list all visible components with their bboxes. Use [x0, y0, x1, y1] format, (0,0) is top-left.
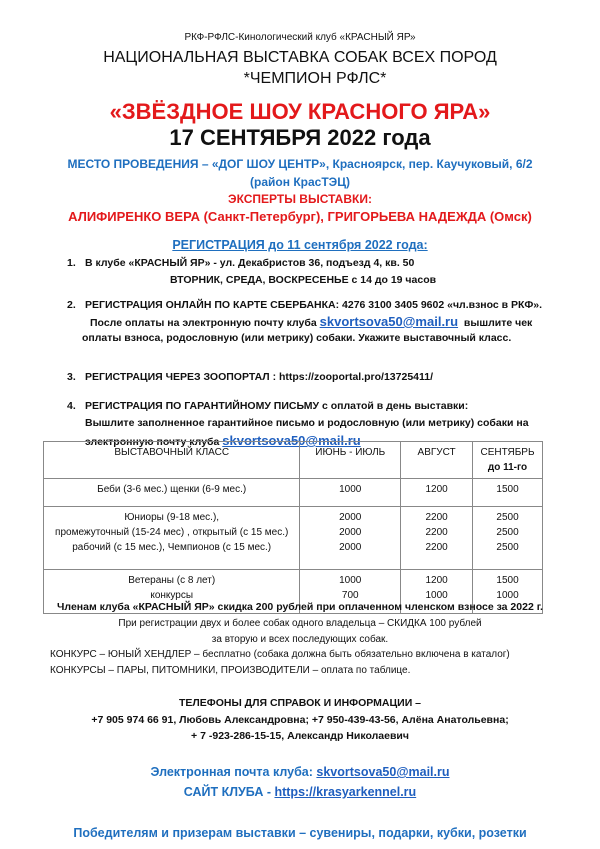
price: 2000 [339, 527, 362, 538]
event-type: НАЦИОНАЛЬНАЯ ВЫСТАВКА СОБАК ВСЕХ ПОРОД [103, 49, 497, 66]
email-link[interactable]: skvortsova50@mail.ru [319, 314, 459, 329]
reg-item-4: РЕГИСТРАЦИЯ ПО ГАРАНТИЙНОМУ ПИСЬМУ с оплатой в день выставки: [85, 400, 469, 412]
header-aug: АВГУСТ [401, 442, 473, 479]
venue-district: (район КрасТЭЦ) [250, 175, 350, 189]
price-cell: 1500 [473, 479, 543, 507]
price: 1000 [425, 590, 448, 601]
contests: КОНКУРСЫ – ПАРЫ, ПИТОМНИКИ, ПРОИЗВОДИТЕЛИ – оплата по таблице. [50, 665, 411, 676]
reg-item-1: В клубе «КРАСНЫЙ ЯР» - ул. Декабристов 36, подъезд 4, кв. 50 [85, 257, 415, 269]
price-cell [473, 507, 543, 570]
reg-item-2-text: После оплаты на электронную почту клуба [90, 317, 317, 329]
club-email-link[interactable]: skvortsova50@mail.ru [316, 765, 450, 779]
header-sep-note: до 11-го [487, 462, 528, 473]
price: 1500 [496, 575, 519, 586]
price: 2000 [339, 542, 362, 553]
header-sep-label: СЕНТЯБРЬ [480, 447, 535, 458]
multi-discount-2: за вторую и всех последующих собак. [211, 634, 389, 645]
price: 2200 [425, 542, 448, 553]
price: 700 [341, 590, 359, 601]
class-line: конкурсы [150, 590, 194, 601]
reg-item-2-text-b: вышлите чек [463, 317, 533, 329]
members-discount: Членам клуба «КРАСНЫЙ ЯР» скидка 200 рублей при оплаченном членском взносе за 2022 г. [57, 601, 543, 613]
contacts-phones: +7 905 974 66 91, Любовь Александровна; +7 950-439-43-56, Алёна Анатольевна; [91, 714, 509, 726]
class-line: промежуточный (15-24 мес) , открытый (с 15 мес.) [55, 527, 289, 538]
reg-item-3: РЕГИСТРАЦИЯ ЧЕРЕЗ ЗООПОРТАЛ : https://zooportal.pro/13725411/ [85, 371, 434, 383]
email-link[interactable]: skvortsova50@mail.ru [222, 433, 361, 448]
event-date: 17 СЕНТЯБРЯ 2022 года [169, 125, 431, 150]
event-title: «ЗВЁЗДНОЕ ШОУ КРАСНОГО ЯРА» [109, 99, 491, 124]
prizes: Победителям и призерам выставки – сувениры, подарки, кубки, розетки [73, 826, 527, 840]
site-label: САЙТ КЛУБА - [183, 785, 271, 799]
price: 2500 [496, 527, 519, 538]
email-label: Электронная почта клуба: [150, 765, 313, 779]
header-sep [473, 442, 543, 479]
price-cell [300, 507, 401, 570]
experts-label: ЭКСПЕРТЫ ВЫСТАВКИ: [228, 192, 372, 206]
organizer: РКФ-РФЛС-Кинологический клуб «КРАСНЫЙ ЯР» [184, 32, 416, 43]
header-class: ВЫСТАВОЧНЫЙ КЛАСС [44, 442, 300, 479]
reg-item-2: РЕГИСТРАЦИЯ ОНЛАЙН ПО КАРТЕ СБЕРБАНКА: 4276 3100 3405 9602 «чл.взнос в РКФ». [85, 299, 543, 311]
reg-item-2-details: оплаты взноса, родословную (или метрику) собаки. Укажите выставочный класс. [82, 332, 512, 344]
price: 2200 [425, 512, 448, 523]
reg-item-4-num: 4. [67, 400, 76, 412]
contacts-title: ТЕЛЕФОНЫ ДЛЯ СПРАВОК И ИНФОРМАЦИИ – [178, 697, 422, 709]
junior-handler: КОНКУРС – ЮНЫЙ ХЕНДЛЕР – бесплатно (собака должна быть обязательно включена в каталог) [50, 649, 510, 660]
venue: МЕСТО ПРОВЕДЕНИЯ – «ДОГ ШОУ ЦЕНТР», Красноярск, пер. Каучуковый, 6/2 [67, 157, 533, 171]
price-cell: 1200 [401, 479, 473, 507]
table-header-row [44, 442, 543, 479]
price: 2500 [496, 542, 519, 553]
reg-item-3-num: 3. [67, 371, 76, 383]
price: 2500 [496, 512, 519, 523]
class-line: Юниоры (9-18 мес.), [124, 512, 220, 523]
price: 2000 [339, 512, 362, 523]
table-row [44, 507, 543, 570]
class-line: Ветераны (с 8 лет) [128, 575, 216, 586]
reg-item-4-sub: Вышлите заполненное гарантийное письмо и родословную (или метрику) собаки на [85, 417, 529, 429]
price: 1200 [425, 575, 448, 586]
reg-item-4-sub2: электронную почту клуба [85, 436, 220, 448]
price: 1000 [496, 590, 519, 601]
price: 2200 [425, 527, 448, 538]
price-table [43, 441, 543, 614]
contacts-phone-3: + 7 -923-286-15-15, Александр Николаевич [191, 730, 409, 742]
class-line: рабочий (с 15 мес.), Чемпионов (с 15 мес.) [72, 542, 272, 553]
class-cell [44, 507, 300, 570]
header-jun-jul: ИЮНЬ - ИЮЛЬ [300, 442, 401, 479]
experts: АЛИФИРЕНКО ВЕРА (Санкт-Петербург), ГРИГОРЬЕВА НАДЕЖДА (Омск) [68, 209, 532, 224]
club-site-link[interactable]: https://krasyarkennel.ru [274, 785, 417, 799]
table-row [44, 479, 543, 507]
multi-discount: При регистрации двух и более собак одного владельца – СКИДКА 100 рублей [118, 618, 482, 629]
price-cell [401, 507, 473, 570]
rank: *ЧЕМПИОН РФЛС* [243, 70, 387, 87]
reg-item-1-hours: ВТОРНИК, СРЕДА, ВОСКРЕСЕНЬЕ с 14 до 19 часов [170, 274, 437, 286]
class-cell: Беби (3-6 мес.) щенки (6-9 мес.) [44, 479, 300, 507]
price-cell: 1000 [300, 479, 401, 507]
reg-item-1-num: 1. [67, 257, 76, 269]
reg-item-2-num: 2. [67, 299, 76, 311]
price: 1000 [339, 575, 362, 586]
registration-title: РЕГИСТРАЦИЯ до 11 сентября 2022 года: [172, 238, 428, 252]
